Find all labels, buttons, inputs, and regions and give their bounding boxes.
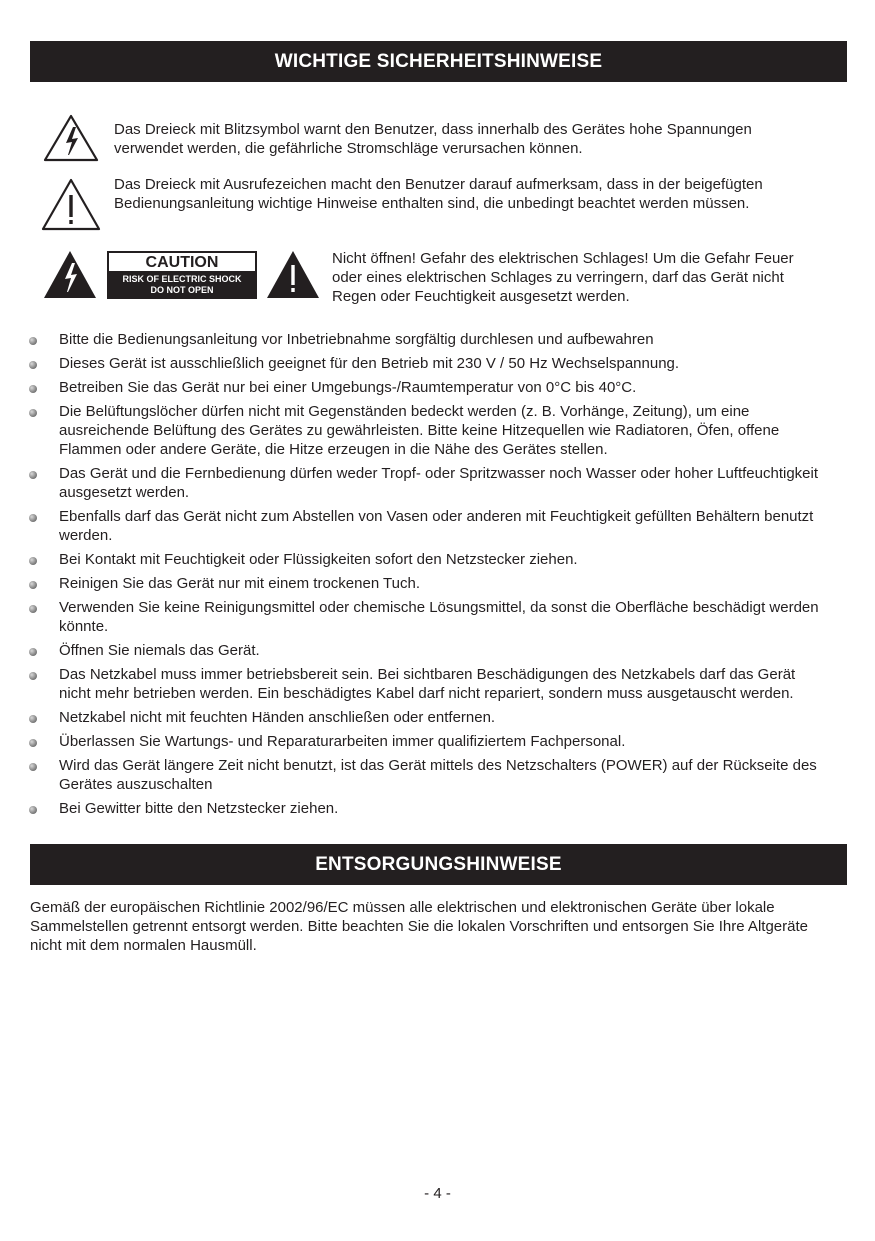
safety-instructions-list [28,330,828,823]
list-item-text: Überlassen Sie Wartungs- und Reparaturarbeiten immer qualifiziertem Fachpersonal. [59,733,626,750]
bullet-icon [29,806,37,814]
bullet-icon [29,514,37,522]
bullet-icon [29,739,37,747]
list-item-text: Bei Kontakt mit Feuchtigkeit oder Flüssigkeiten sofort den Netzstecker ziehen. [59,551,578,568]
caution-title: CAUTION [109,253,255,271]
list-item-text: Bitte die Bedienungsanleitung vor Inbetriebnahme sorgfältig durchlesen und aufbewahren [59,331,654,348]
bullet-icon [29,581,37,589]
list-item [28,550,828,569]
list-item [28,507,828,545]
list-item-text: Verwenden Sie keine Reinigungsmittel oder chemische Lösungsmittel, da sonst die Oberfläche beschädigt werden könnte. [59,599,819,635]
caution-label [107,251,257,299]
list-item-text: Ebenfalls darf das Gerät nicht zum Abstellen von Vasen oder anderen mit Feuchtigkeit gefüllten Behältern benutzt werden. [59,508,814,544]
caution-line-1: RISK OF ELECTRIC SHOCK [122,274,242,284]
bullet-icon [29,471,37,479]
bullet-icon [29,557,37,565]
page-number: - 4 - [424,1185,451,1202]
list-item-text: Die Belüftungslöcher dürfen nicht mit Gegenständen bedeckt werden (z. B. Vorhänge, Zeitung), um eine ausreichende Belüftung des Gerätes zu gewährleisten. Bitte keine Hitzequellen wie Radiatoren, Öfen, offene Flammen oder andere Geräte, die Hitze erzeugen in die Nähe des Gerätes stellen. [59,403,780,458]
bullet-icon [29,715,37,723]
list-item [28,574,828,593]
caution-warning-text: Nicht öffnen! Gefahr des elektrischen Schlages! Um die Gefahr Feuer oder eines elektrischen Schlages zu verringern, darf das Gerät nicht Regen oder Feuchtigkeit ausgesetzt werden. [332,250,794,305]
list-item-text: Bei Gewitter bitte den Netzstecker ziehen. [59,800,339,817]
list-item [28,732,828,751]
list-item-text: Reinigen Sie das Gerät nur mit einem trockenen Tuch. [59,575,421,592]
lightning-triangle-filled-icon [43,249,97,299]
list-item-text: Öffnen Sie niemals das Gerät. [59,642,260,659]
list-item [28,378,828,397]
list-item-text: Das Gerät und die Fernbedienung dürfen weder Tropf- oder Spritzwasser noch Wasser oder hoher Luftfeuchtigkeit ausgesetzt werden. [59,465,819,501]
list-item [28,598,828,636]
list-item-text: Netzkabel nicht mit feuchten Händen anschließen oder entfernen. [59,709,496,726]
bullet-icon [29,337,37,345]
list-item [28,402,828,459]
exclamation-warning-text: Das Dreieck mit Ausrufezeichen macht den Benutzer darauf aufmerksam, dass in der beigefügten Bedienungsanleitung wichtige Hinweise enthalten sind, die unbedingt beachtet werden müssen. [114,176,763,212]
list-item [28,665,828,703]
list-item [28,641,828,660]
safety-section-header: WICHTIGE SICHERHEITSHINWEISE [30,41,847,82]
bullet-icon [29,409,37,417]
lightning-warning-text: Das Dreieck mit Blitzsymbol warnt den Benutzer, dass innerhalb des Gerätes hohe Spannungen verwendet werden, die gefährliche Stromschläge verursachen können. [114,121,752,157]
list-item-text: Dieses Gerät ist ausschließlich geeignet für den Betrieb mit 230 V / 50 Hz Wechselspannung. [59,355,680,372]
list-item [28,354,828,373]
list-item [28,708,828,727]
bullet-icon [29,672,37,680]
list-item [28,799,828,818]
bullet-icon [29,361,37,369]
exclamation-triangle-filled-icon [266,249,320,299]
exclamation-triangle-icon [40,177,102,232]
list-item [28,330,828,349]
bullet-icon [29,763,37,771]
bullet-icon [29,605,37,613]
list-item [28,464,828,502]
bullet-icon [29,648,37,656]
list-item-text: Wird das Gerät längere Zeit nicht benutzt, ist das Gerät mittels des Netzschalters (POWER) auf der Rückseite des Gerätes auszuschalten [59,757,817,793]
list-item [28,756,828,794]
caution-line-2: DO NOT OPEN [150,285,214,295]
list-item-text: Betreiben Sie das Gerät nur bei einer Umgebungs-/Raumtemperatur von 0°C bis 40°C. [59,379,637,396]
list-item-text: Das Netzkabel muss immer betriebsbereit sein. Bei sichtbaren Beschädigungen des Netzkabels darf das Gerät nicht mehr betrieben werden. Ein beschädigtes Kabel darf nicht repariert, sondern muss ausgetauscht werden. [59,666,796,702]
lightning-triangle-icon [42,113,100,163]
disposal-section-header: ENTSORGUNGSHINWEISE [30,844,847,885]
disposal-text: Gemäß der europäischen Richtlinie 2002/96/EC müssen alle elektrischen und elektronischen Geräte über lokale Sammelstellen getrennt entsorgt werden. Bitte beachten Sie die lokalen Vorschriften und entsorgen Sie Ihre Altgeräte nicht mit dem normalen Hausmüll. [30,899,808,954]
bullet-icon [29,385,37,393]
